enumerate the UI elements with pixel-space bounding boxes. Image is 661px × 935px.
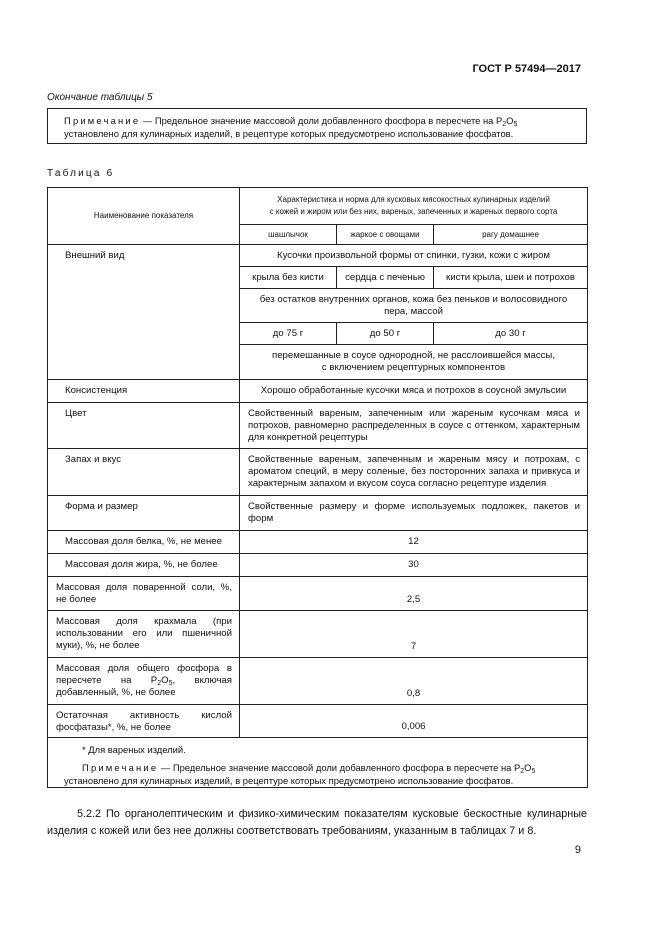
- appearance-ragu: кисти крыла, шеи и потрохов: [434, 267, 588, 289]
- table6-footnote-and-note: [48, 738, 588, 788]
- appearance-all-3: перемешанные в соусе однородной, не расслоившейся массы, с включением рецептурных компонентов: [240, 345, 588, 380]
- row-label-acid-phosphatase: Остаточная активность кислой фосфатазы*, %, не более: [48, 705, 240, 738]
- page-number: 9: [574, 844, 581, 856]
- fat-value: 30: [240, 554, 588, 577]
- row-label-color: Цвет: [48, 403, 240, 449]
- row-label-starch: Массовая доля крахмала (при использовании его или пшеничной муки), %, не более: [48, 611, 240, 658]
- header-group: Характеристика и норма для кусковых мясокостных кулинарных изделий с кожей и жиром или без них, вареных, запеченных и жареных первого сорта: [240, 188, 588, 225]
- row-label-shape: Форма и размер: [48, 496, 240, 531]
- appearance-shashlychok: крыла без кисти: [240, 267, 337, 289]
- appearance-all-2: без остатков внутренних органов, кожа без пеньков и волосовидного пера, массой: [240, 289, 588, 323]
- weight-ragu: до 30 г: [434, 323, 588, 345]
- footnote: * Для вареных изделий.: [82, 744, 186, 755]
- smell-value: Свойственные вареным, запеченным и жареным мясу и потрохам, с ароматом специй, в меру соленые, без посторонних запаха и привкуса и характерным запахом и вкусом соуса согласно рецептуре изделия: [240, 449, 588, 496]
- table5-note: [47, 108, 587, 144]
- row-label-salt: Массовая доля поваренной соли, %, не более: [48, 577, 240, 611]
- header-param: Наименование показателя: [48, 188, 240, 245]
- appearance-all-1: Кусочки произвольной формы от спинки, гузки, кожи с жиром: [240, 245, 588, 267]
- acid-phosphatase-value: 0,006: [240, 705, 588, 738]
- header-col-ragu: рагу домашнее: [434, 225, 588, 245]
- document-code: ГОСТ Р 57494—2017: [472, 63, 581, 75]
- paragraph-5-2-2: 5.2.2 По органолептическим и физико-химическим показателям кусковые бескостные кулинарные изделия с кожей или без нее должны соответствовать требованиям, указанным в таблицах 7 и 8.: [47, 808, 587, 837]
- row-label-consistency: Консистенция: [48, 380, 240, 403]
- phosphorus-value: 0,8: [240, 658, 588, 705]
- header-col-shashlychok: шашлычок: [240, 225, 337, 245]
- starch-value: 7: [240, 611, 588, 658]
- color-value: Свойственный вареным, запеченным или жареным кусочкам мяса и потрохов, равномерно распределенных в соусе с оттенком, характерным для конкретной рецептуры: [240, 403, 588, 449]
- note-mid: O: [506, 115, 514, 126]
- note-text-a: — Предельное значение массовой доли добавленного фосфора в пересчете на P: [140, 115, 503, 126]
- row-label-smell: Запах и вкус: [48, 449, 240, 496]
- continuation-label: Окончание таблицы 5: [47, 92, 153, 103]
- row-label-appearance: Внешний вид: [48, 245, 240, 380]
- consistency-value: Хорошо обработанные кусочки мяса и потрохов в соусной эмульсии: [240, 380, 588, 403]
- weight-shashlychok: до 75 г: [240, 323, 337, 345]
- salt-value: 2,5: [240, 577, 588, 611]
- note-label: Примечание: [64, 115, 141, 126]
- weight-zharkoe: до 50 г: [337, 323, 434, 345]
- appearance-zharkoe: сердца с печенью: [337, 267, 434, 289]
- header-col-zharkoe: жаркое с овощами: [337, 225, 434, 245]
- protein-value: 12: [240, 531, 588, 554]
- table-6: [47, 187, 588, 788]
- row-label-fat: Массовая доля жира, %, не более: [48, 554, 240, 577]
- row-label-protein: Массовая доля белка, %, не менее: [48, 531, 240, 554]
- note-sub: 2: [502, 121, 507, 128]
- note-text-b: установлено для кулинарных изделий, в рецептуре которых предусмотрено использование фосфатов.: [64, 128, 514, 139]
- table-label: Таблица 6: [47, 168, 115, 179]
- shape-value: Свойственные размеру и форме используемых подложек, пакетов и форм: [240, 496, 588, 531]
- table6-note: Примечание — Предельное значение массовой доли добавленного фосфора в пересчете на $P_2O_5$: [82, 762, 536, 775]
- note-sub: 5: [513, 121, 518, 128]
- table6-note-line2: установлено для кулинарных изделий, в рецептуре которых предусмотрено использование фосфатов.: [64, 775, 514, 786]
- row-label-phosphorus: Массовая доля общего фосфора в пересчете на $P_2O_5$, включая добавленный, %, не более: [48, 658, 240, 705]
